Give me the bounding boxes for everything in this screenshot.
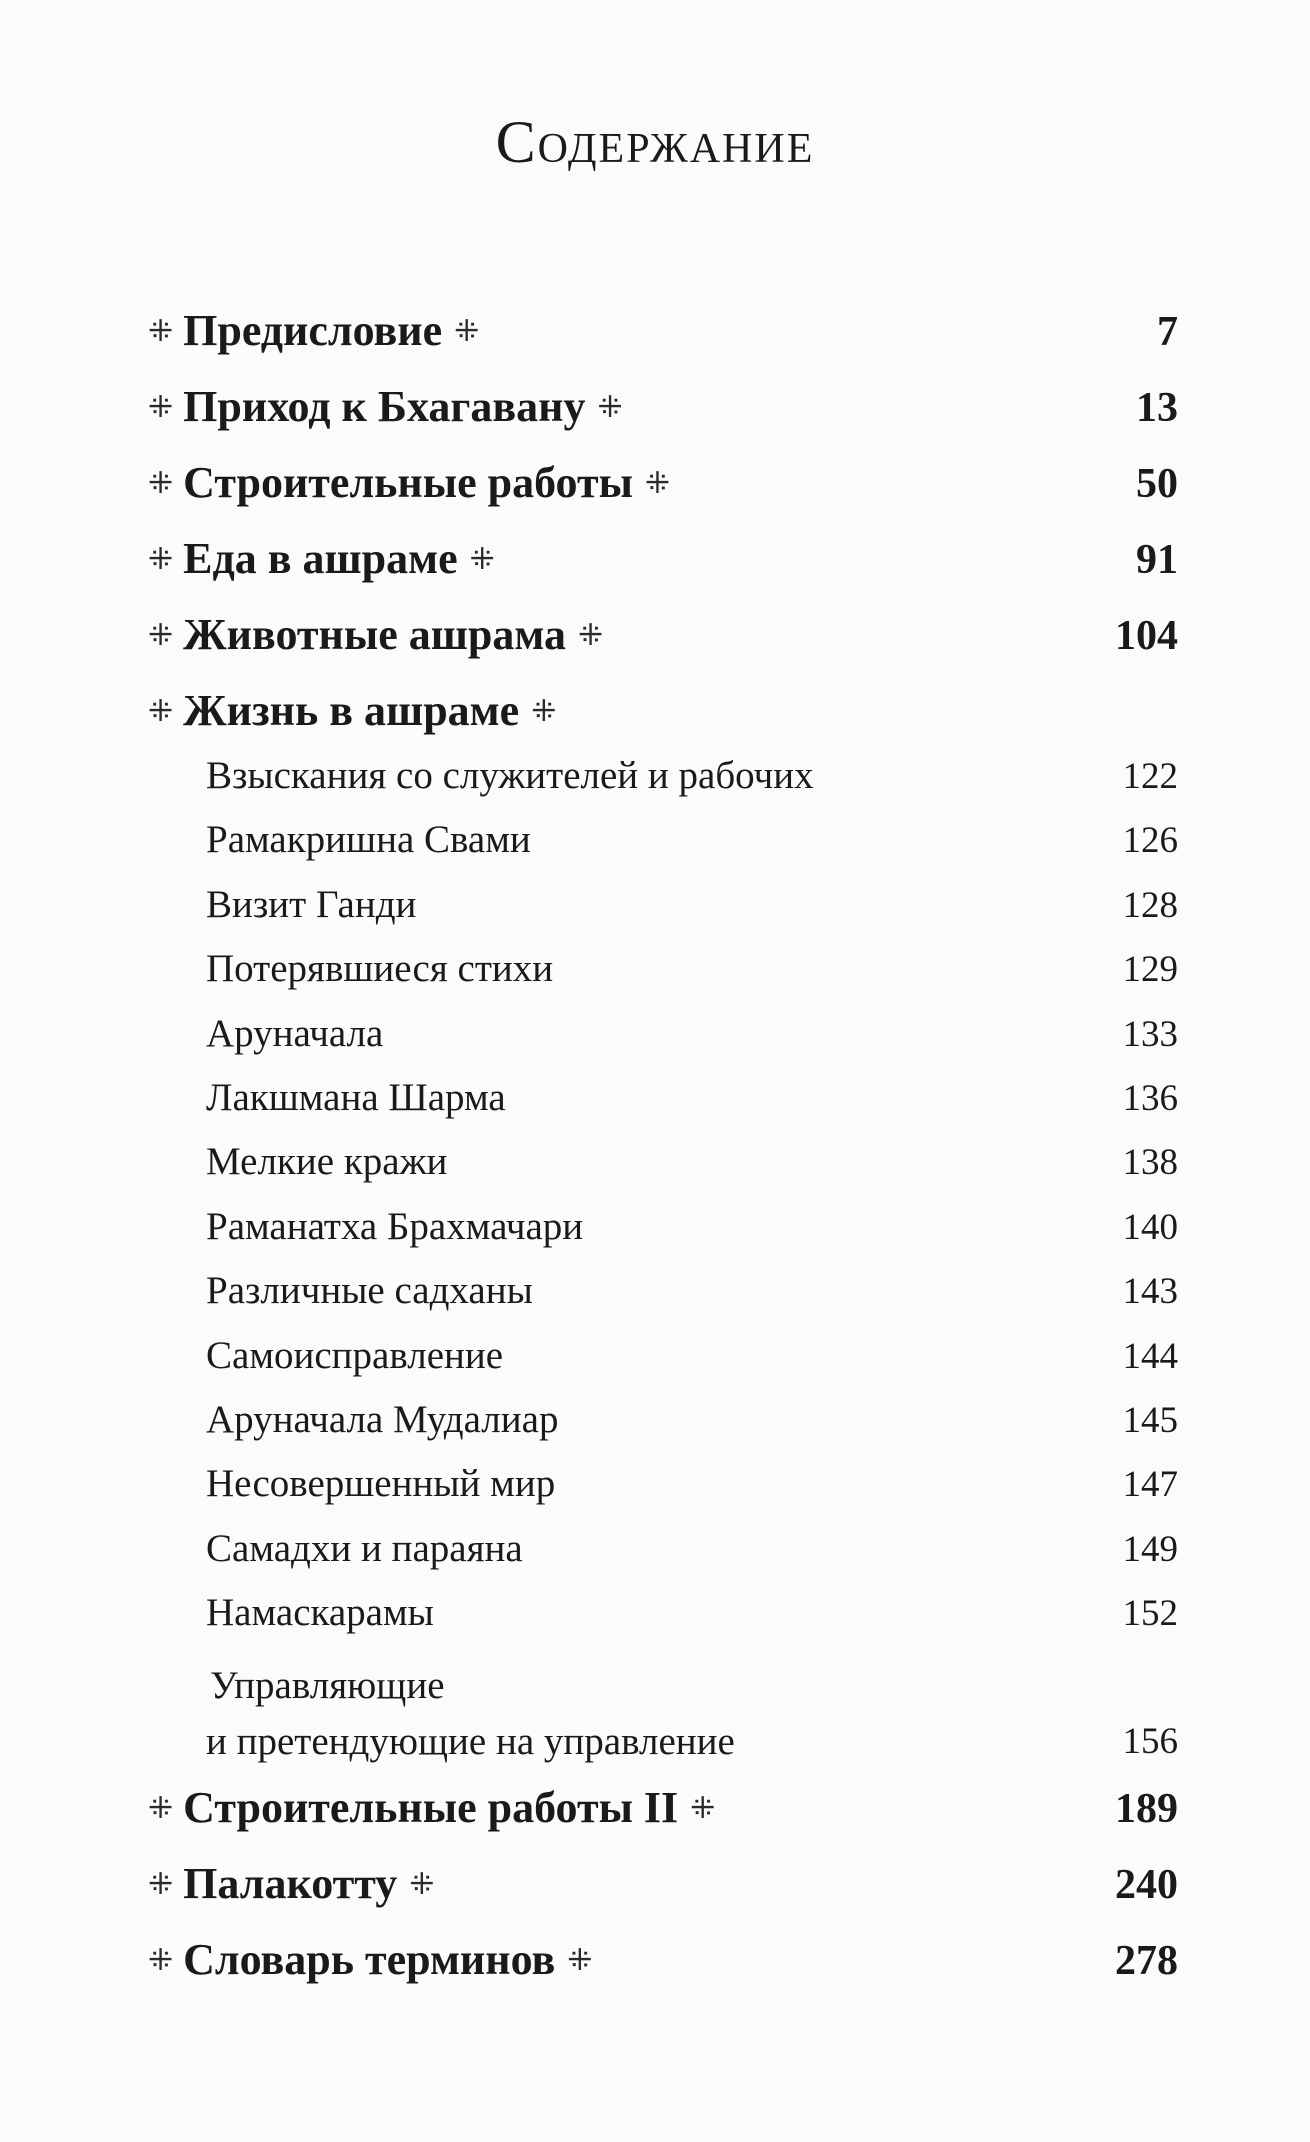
toc-entry-title: Палакотту (183, 1859, 398, 1909)
toc-subentry[interactable] (148, 817, 1178, 881)
toc-page-number: 240 (1115, 1862, 1178, 1909)
toc-subentry-title: Визит Ганди (206, 882, 417, 926)
toc-page-number: 152 (1122, 1593, 1178, 1635)
toc-page-number: 144 (1122, 1335, 1178, 1377)
toc-subentry-title: Мелкие кражи (206, 1140, 448, 1184)
toc-entry-title: Предисловие (183, 306, 443, 355)
toc-page-number: 138 (1122, 1142, 1178, 1184)
toc-subentry-title: Рамакришна Свами (206, 818, 531, 862)
ornament-icon: ⁜ (469, 543, 493, 576)
toc-entry-construction-work-2[interactable] (148, 1782, 1178, 1858)
ornament-icon: ⁜ (148, 1868, 172, 1902)
toc-entry-food-in-ashram[interactable] (148, 533, 1178, 609)
toc-subentry-title: Различные садханы (206, 1269, 533, 1313)
ornament-icon: ⁜ (148, 1944, 172, 1978)
ornament-icon: ⁜ (690, 1792, 714, 1826)
toc-entry-title: Приход к Бхагавану (183, 382, 586, 431)
toc-entry-label (148, 1782, 713, 1833)
toc-page-number: 91 (1136, 537, 1178, 583)
toc-subentry[interactable] (148, 1333, 1178, 1397)
toc-page-number: 140 (1122, 1206, 1178, 1248)
toc-subentry[interactable] (148, 1139, 1178, 1203)
toc-entry-title: Жизнь в ашраме (183, 686, 520, 735)
toc-page-number: 143 (1122, 1271, 1178, 1313)
toc-entry-ashram-animals[interactable] (148, 609, 1178, 685)
toc-entry-life-in-ashram[interactable] (148, 685, 1178, 753)
toc-page-number: 189 (1115, 1786, 1178, 1833)
toc-subentry[interactable] (148, 1590, 1178, 1654)
toc-subentry[interactable] (148, 882, 1178, 946)
toc-subentry-title-line2: и претендующие на управление (206, 1720, 735, 1764)
toc-page-number: 13 (1136, 385, 1178, 431)
toc-entry-coming-to-bhagavan[interactable] (148, 381, 1178, 457)
toc-subentry-title: Намаскарамы (206, 1591, 434, 1635)
toc-entry-label (148, 609, 601, 660)
ornament-icon: ⁜ (148, 1792, 172, 1826)
toc-page-number: 128 (1122, 884, 1178, 926)
ornament-icon: ⁜ (531, 695, 555, 728)
toc-entry-title: Строительные работы (183, 458, 633, 507)
table-of-contents (148, 305, 1178, 2010)
toc-subentry[interactable] (148, 1268, 1178, 1332)
toc-entry-title: Животные ашрама (183, 610, 567, 659)
toc-page-number: 126 (1122, 820, 1178, 862)
toc-subentry-title-line1: Управляющие (210, 1664, 445, 1708)
toc-entry-label (148, 457, 668, 508)
toc-entry-label (148, 1934, 590, 1985)
ornament-icon: ⁜ (148, 543, 172, 576)
ornament-icon: ⁜ (567, 1944, 591, 1978)
toc-subentry[interactable] (148, 946, 1178, 1010)
toc-subentry[interactable] (148, 1204, 1178, 1268)
toc-subentry[interactable] (148, 1654, 1178, 1770)
toc-page-number: 149 (1122, 1528, 1178, 1570)
toc-page-number: 122 (1122, 756, 1178, 797)
toc-page-number: 133 (1122, 1013, 1178, 1055)
toc-subentry-title: Лакшмана Шарма (206, 1075, 506, 1119)
toc-page-number: 136 (1122, 1077, 1178, 1119)
toc-page-number: 104 (1115, 613, 1178, 659)
ornament-icon: ⁜ (148, 619, 172, 652)
ornament-icon: ⁜ (454, 315, 478, 348)
toc-subentry[interactable] (148, 1075, 1178, 1139)
toc-entry-title: Словарь терминов (183, 1935, 556, 1985)
toc-page-number: 145 (1122, 1399, 1178, 1441)
ornament-icon: ⁜ (409, 1868, 433, 1902)
toc-page-number: 156 (1122, 1721, 1178, 1763)
toc-subentry-title: Самоисправление (206, 1333, 504, 1377)
toc-subentry[interactable] (148, 753, 1178, 817)
toc-subentry[interactable] (148, 1526, 1178, 1590)
toc-subentry-title (206, 1658, 735, 1770)
ornament-icon: ⁜ (597, 391, 621, 424)
toc-subentry-title: Потерявшиеся стихи (206, 947, 554, 991)
toc-entry-glossary[interactable] (148, 1934, 1178, 2010)
toc-subentry-title: Аруначала Мудалиар (206, 1397, 559, 1441)
toc-subentry-title: Взыскания со служителей и рабочих (206, 754, 814, 797)
ornament-icon: ⁜ (578, 619, 602, 652)
toc-entry-title: Строительные работы II (183, 1783, 679, 1833)
toc-page-number: 7 (1157, 309, 1178, 355)
toc-subentry-title: Самадхи и параяна (206, 1526, 523, 1570)
ornament-icon: ⁜ (148, 467, 172, 500)
toc-subentry-title: Аруначала (206, 1011, 384, 1055)
toc-subentry[interactable] (148, 1461, 1178, 1525)
toc-subentry-title: Раманатха Брахмачари (206, 1204, 584, 1248)
ornament-icon: ⁜ (148, 315, 172, 348)
toc-subentry[interactable] (148, 1011, 1178, 1075)
ornament-icon: ⁜ (148, 391, 172, 424)
toc-entry-palakottu[interactable] (148, 1858, 1178, 1934)
toc-entry-preface[interactable] (148, 305, 1178, 381)
toc-page-number: 278 (1115, 1938, 1178, 1985)
toc-entry-label (148, 685, 554, 736)
toc-entry-label (148, 305, 477, 356)
toc-entry-label (148, 381, 621, 432)
ornament-icon: ⁜ (644, 467, 669, 500)
toc-page-number: 50 (1136, 461, 1178, 507)
ornament-icon: ⁜ (148, 695, 172, 728)
page-title: Содержание (495, 109, 815, 175)
toc-page-number: 129 (1122, 949, 1178, 991)
toc-entry-title: Еда в ашраме (183, 534, 458, 583)
toc-subentry-title: Несовершенный мир (206, 1462, 556, 1506)
toc-subentry[interactable] (148, 1397, 1178, 1461)
toc-entry-label (148, 1858, 432, 1909)
toc-page-number: 147 (1122, 1464, 1178, 1506)
toc-entry-construction-work[interactable] (148, 457, 1178, 533)
toc-entry-label (148, 533, 493, 584)
